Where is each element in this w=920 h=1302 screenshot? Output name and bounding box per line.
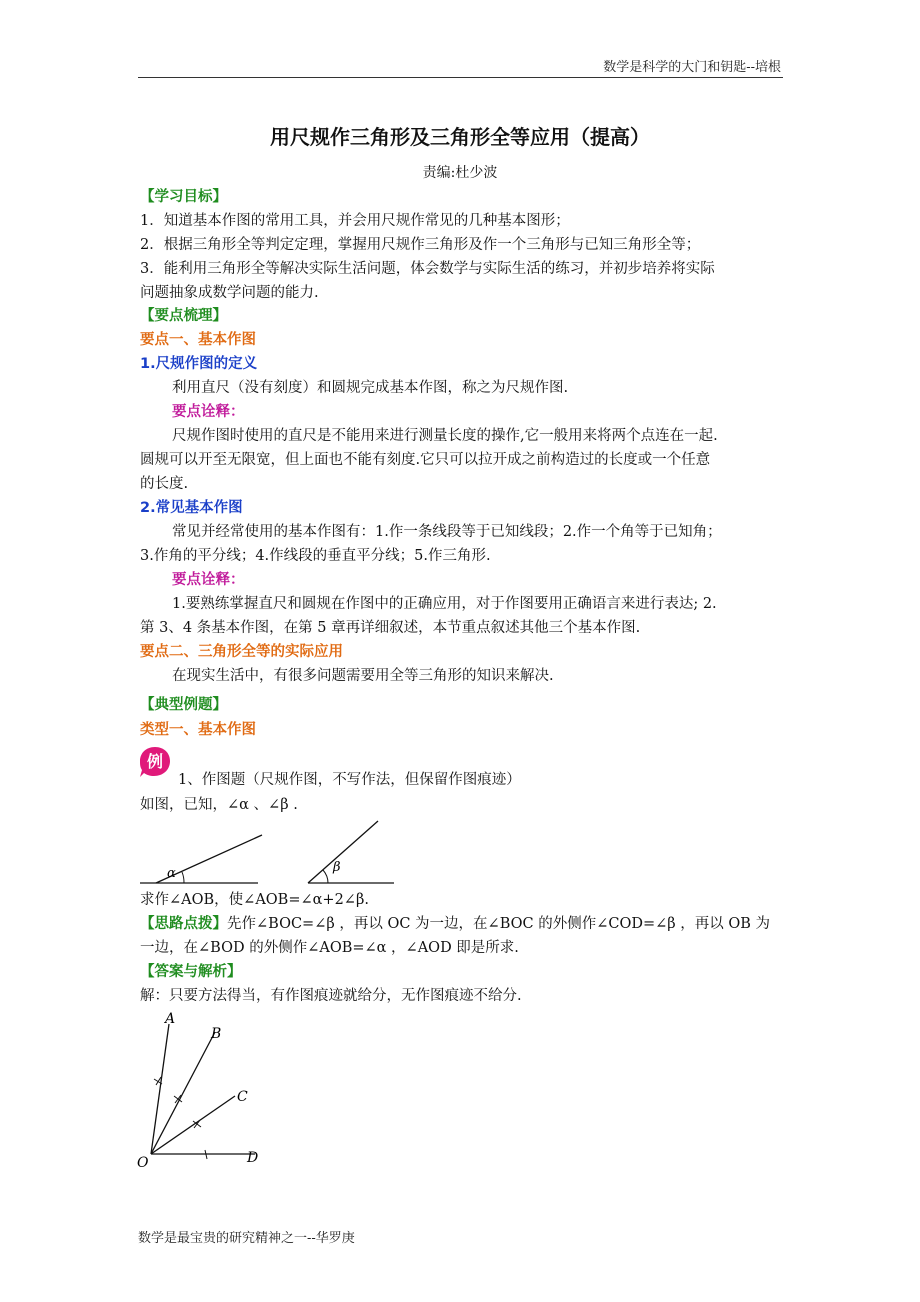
examples-heading: 【典型例题】	[140, 697, 227, 713]
footer-quote: 数学是最宝贵的研究精神之一--华罗庚	[138, 1231, 355, 1246]
section2-tip-line1: 1.要熟练掌握直尺和圆规在作图中的正确应用，对于作图要用正确语言来进行表达; 2.	[172, 596, 717, 612]
label-O: O	[137, 1155, 149, 1171]
hint-label: 【思路点拨】	[140, 916, 227, 932]
goal-item-1: 1．知道基本作图的常用工具，并会用尺规作常见的几种基本图形；	[140, 213, 570, 229]
given-angles-figure	[138, 815, 398, 887]
page-header	[138, 50, 783, 78]
example-badge-icon	[138, 745, 172, 779]
angle-beta-figure	[308, 821, 394, 883]
section2-text-line2: 3.作角的平分线；4.作线段的垂直平分线；5.作三角形.	[140, 548, 491, 564]
tip-label-1: 要点诠释：	[172, 404, 245, 420]
header-quote: 数学是科学的大门和钥匙--培根	[603, 60, 781, 75]
document-title: 用尺规作三角形及三角形全等应用（提高）	[270, 125, 650, 149]
section1-tip-line1: 尺规作图时使用的直尺是不能用来进行测量长度的操作,它一般用来将两个点连在一起.	[172, 428, 718, 444]
goal-item-2: 2．根据三角形全等判定定理，掌握用尺规作三角形及作一个三角形与已知三角形全等；	[140, 237, 701, 253]
label-B: B	[211, 1026, 222, 1042]
section1-tip-line3: 的长度.	[140, 476, 189, 492]
section2-title: 2.常见基本作图	[140, 500, 243, 516]
answer-text: 解：只要方法得当，有作图痕迹就给分，无作图痕迹不给分.	[140, 988, 522, 1004]
goal-item-3: 3．能利用三角形全等解决实际生活问题，体会数学与实际生活的练习，并初步培养将实际	[140, 261, 715, 277]
question-1-given: 如图，已知，∠α 、∠β .	[140, 797, 298, 813]
point2-text: 在现实生活中，有很多问题需要用全等三角形的知识来解决.	[172, 668, 554, 684]
answer-heading: 【答案与解析】	[140, 964, 242, 980]
editor-line: 责编:杜少波	[422, 165, 498, 181]
hint-text-1: 先作∠BOC=∠β ，再以 OC 为一边，在∠BOC 的外侧作∠COD=∠β ，再以 OB 为	[227, 916, 771, 932]
ray-OA	[151, 1024, 169, 1154]
section1-tip-line2: 圆规可以开至无限宽，但上面也不能有刻度.它只可以拉开成之前构造过的长度或一个任意	[140, 452, 711, 468]
question-1: 1、作图题（尺规作图，不写作法，但保留作图痕迹）	[178, 772, 521, 788]
type1-title: 类型一、基本作图	[140, 722, 256, 738]
angle-alpha-figure	[140, 835, 262, 883]
ray-OB	[151, 1032, 215, 1154]
solution-figure	[135, 1012, 265, 1172]
label-A: A	[165, 1012, 176, 1027]
ray-OC	[151, 1096, 235, 1154]
hint-line-2: 一边，在∠BOD 的外侧作∠AOB=∠α ，∠AOD 即是所求.	[140, 940, 519, 956]
question-1-ask: 求作∠AOB，使∠AOB=∠α+2∠β.	[140, 892, 369, 908]
label-C: C	[237, 1089, 248, 1105]
goals-heading: 【学习目标】	[140, 189, 227, 205]
section2-text-line1: 常见并经常使用的基本作图有：1.作一条线段等于已知线段；2.作一个角等于已知角；	[172, 524, 722, 540]
section1-title: 1.尺规作图的定义	[140, 356, 258, 372]
alpha-label: α	[167, 866, 176, 881]
label-D: D	[247, 1150, 259, 1166]
section1-text: 利用直尺（没有刻度）和圆规完成基本作图，称之为尺规作图.	[172, 380, 569, 396]
badge-text: 例	[146, 752, 164, 771]
point2-title: 要点二、三角形全等的实际应用	[140, 644, 343, 660]
goal-item-3-cont: 问题抽象成数学问题的能力.	[140, 285, 319, 301]
hint-line-1	[140, 914, 770, 934]
section2-tip-line2: 第 3、4 条基本作图，在第 5 章再详细叙述，本节重点叙述其他三个基本作图.	[140, 620, 641, 636]
point1-title: 要点一、基本作图	[140, 332, 256, 348]
tip-label-2: 要点诠释：	[172, 572, 245, 588]
points-heading: 【要点梳理】	[140, 308, 227, 324]
beta-label: β	[333, 860, 341, 875]
